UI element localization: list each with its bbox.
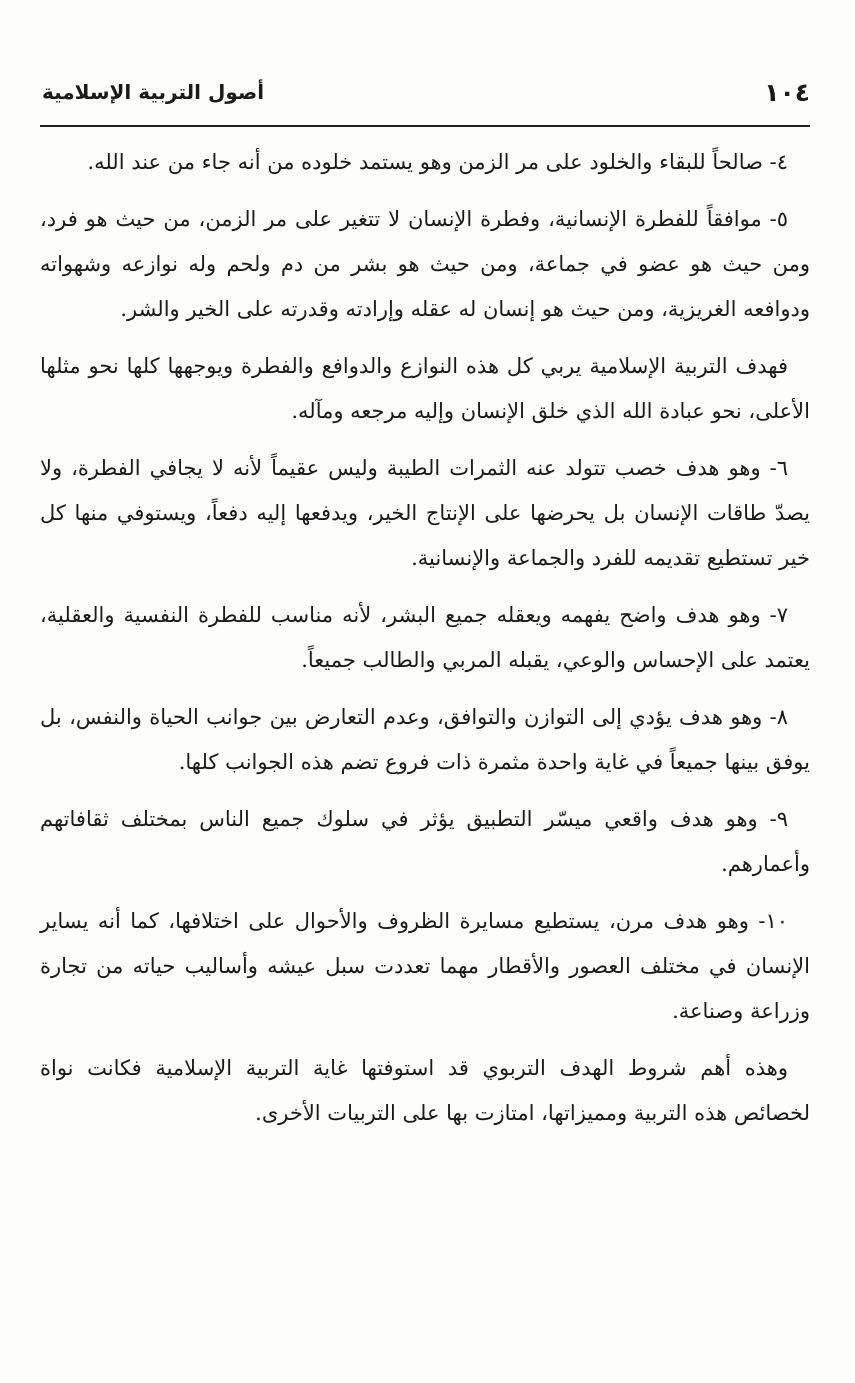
paragraph-item-5: ٥- موافقاً للفطرة الإنسانية، وفطرة الإنسان لا تتغير على مر الزمن، من حيث هو فرد، ومن حيث هو عضو في جماعة، ومن حيث هو بشر من دم ولحم وله نوازعه وشهواته ودوافعه الغريزية، ومن حيث هو إنسان له عقله وإرادته وقدرته على الخير والشر. [40, 207, 810, 321]
paragraph-explanation: فهدف التربية الإسلامية يربي كل هذه النوازع والدوافع والفطرة ويوجهها كلها نحو مثلها الأعلى، نحو عبادة الله الذي خلق الإنسان وإليه مرجعه ومآله. [40, 354, 810, 423]
paragraph-item-10: ١٠- وهو هدف مرن، يستطيع مسايرة الظروف والأحوال على اختلافها، كما أنه يساير الإنسان في مختلف العصور والأقطار مهما تعددت سبل عيشه وأساليب حياته من تجارة وزراعة وصناعة. [40, 909, 810, 1023]
running-title: أصول التربية الإسلامية [42, 80, 265, 104]
paragraph-item-8: ٨- وهو هدف يؤدي إلى التوازن والتوافق، وعدم التعارض بين جوانب الحياة والنفس، بل يوفق بينها جميعاً في غاية واحدة مثمرة ذات فروع تضم هذه الجوانب كلها. [40, 705, 810, 774]
body-text [40, 140, 810, 1148]
paragraph-conclusion: وهذه أهم شروط الهدف التربوي قد استوفتها غاية التربية الإسلامية فكانت نواة لخصائص هذه التربية ومميزاتها، امتازت بها على التربيات الأخرى. [40, 1056, 810, 1125]
paragraph-item-6: ٦- وهو هدف خصب تتولد عنه الثمرات الطيبة وليس عقيماً لأنه لا يجافي الفطرة، ولا يصدّ طاقات الإنسان بل يحرضها على الإنتاج الخير، ويدفعها إليه دفعاً، ويستوفي منها كل خير تستطيع تقديمه للفرد والجماعة والإنسانية. [40, 456, 810, 570]
paragraph-item-7: ٧- وهو هدف واضح يفهمه ويعقله جميع البشر، لأنه مناسب للفطرة النفسية والعقلية، يعتمد على الإحساس والوعي، يقبله المربي والطالب جميعاً. [40, 603, 810, 672]
page-number: ١٠٤ [764, 78, 810, 107]
paragraph-item-4: ٤- صالحاً للبقاء والخلود على مر الزمن وهو يستمد خلوده من أنه جاء من عند الله. [87, 150, 788, 174]
page-header [42, 78, 810, 118]
paragraph-item-9: ٩- وهو هدف واقعي ميسّر التطبيق يؤثر في سلوك جميع الناس بمختلف ثقافاتهم وأعمارهم. [40, 807, 810, 876]
header-rule [40, 125, 810, 127]
